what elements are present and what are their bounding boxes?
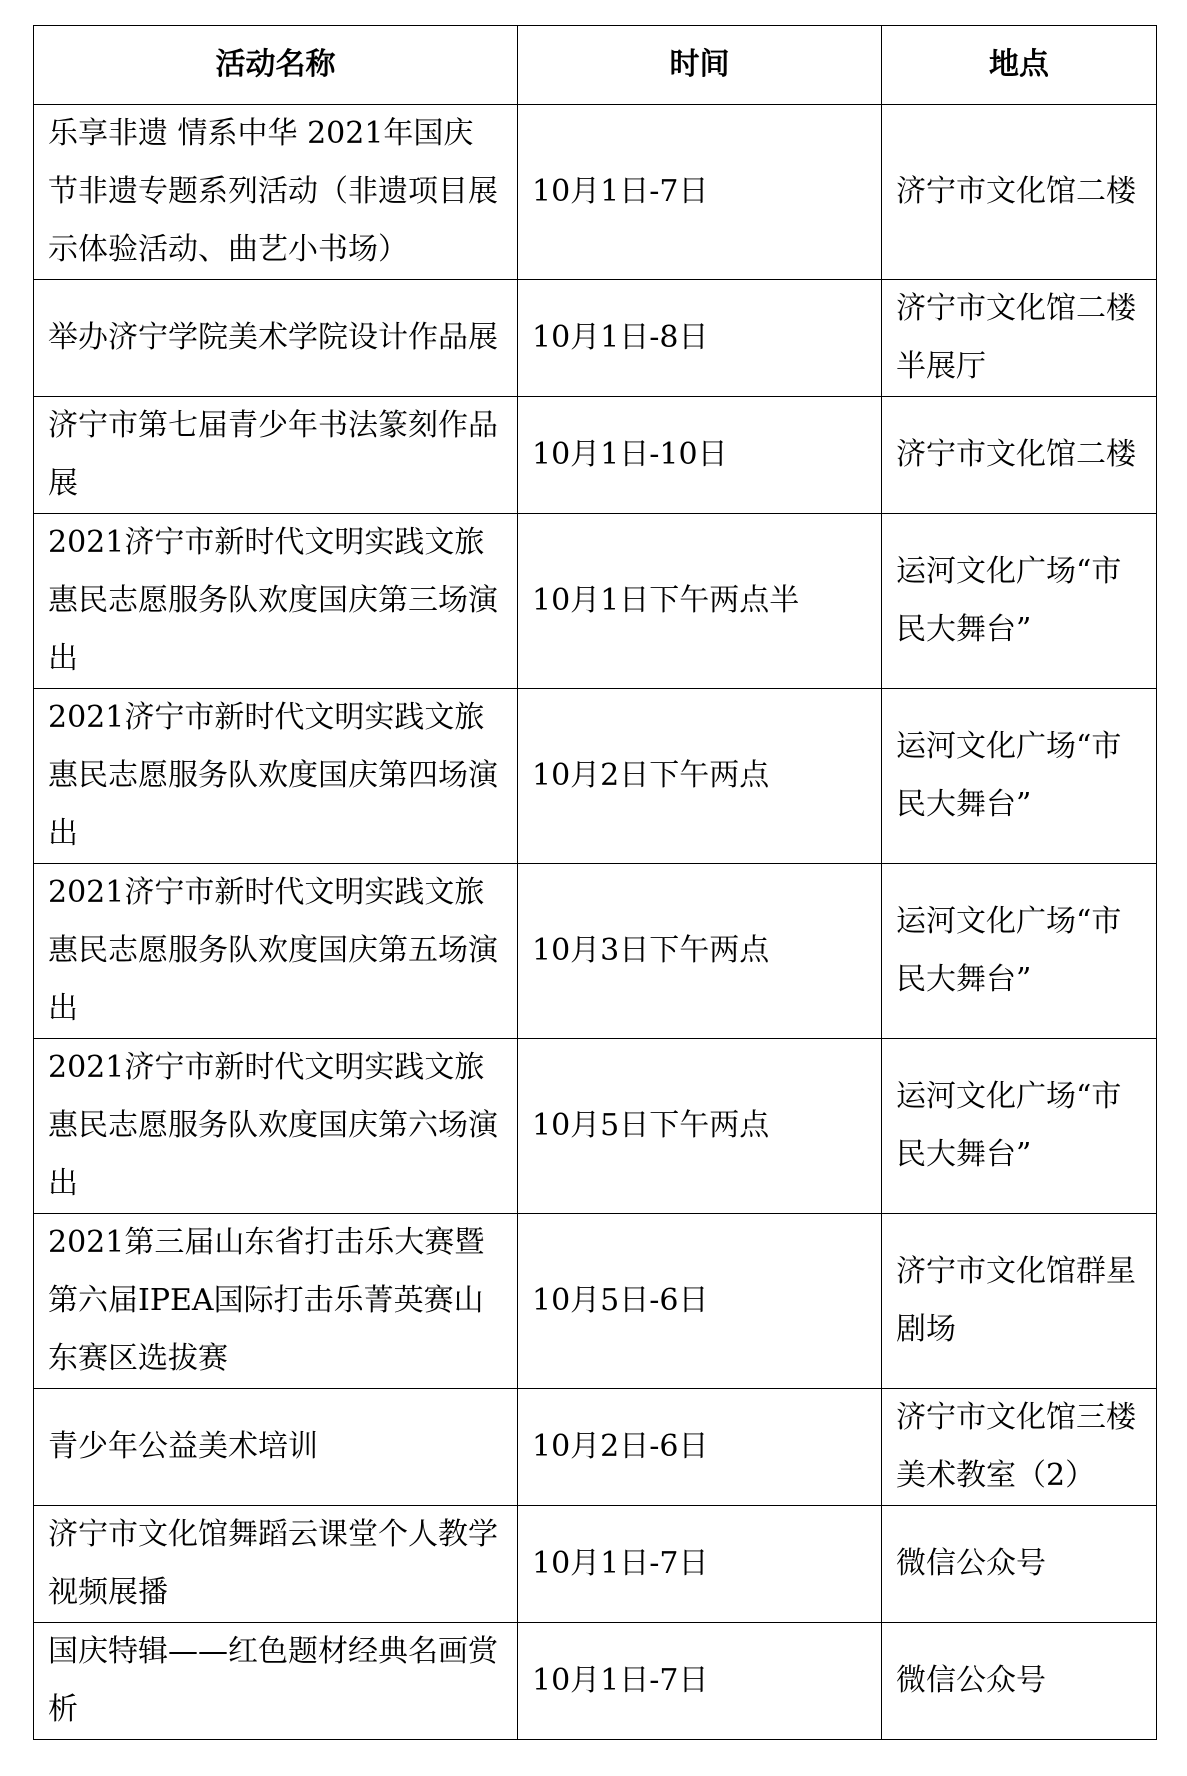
table-row bbox=[34, 280, 1157, 397]
place-cell: 微信公众号 bbox=[882, 1506, 1157, 1623]
table-row bbox=[34, 397, 1157, 514]
activity-name-cell: 2021第三届山东省打击乐大赛暨第六届IPEA国际打击乐菁英赛山东赛区选拔赛 bbox=[34, 1214, 518, 1389]
time-cell: 10月1日-7日 bbox=[518, 1506, 882, 1623]
place-cell: 济宁市文化馆二楼 bbox=[882, 397, 1157, 514]
table-row bbox=[34, 1214, 1157, 1389]
place-cell: 济宁市文化馆三楼美术教室（2） bbox=[882, 1389, 1157, 1506]
activity-name-cell: 济宁市第七届青少年书法篆刻作品展 bbox=[34, 397, 518, 514]
time-cell: 10月2日-6日 bbox=[518, 1389, 882, 1506]
place-cell: 运河文化广场“市民大舞台” bbox=[882, 864, 1157, 1039]
time-cell: 10月3日下午两点 bbox=[518, 864, 882, 1039]
header-time: 时间 bbox=[518, 26, 882, 105]
time-cell: 10月1日-8日 bbox=[518, 280, 882, 397]
place-cell: 微信公众号 bbox=[882, 1623, 1157, 1740]
time-cell: 10月1日-10日 bbox=[518, 397, 882, 514]
time-cell: 10月1日-7日 bbox=[518, 105, 882, 280]
table-row bbox=[34, 514, 1157, 689]
activity-name-cell: 乐享非遗 情系中华 2021年国庆节非遗专题系列活动（非遗项目展示体验活动、曲艺小书场） bbox=[34, 105, 518, 280]
table-row bbox=[34, 105, 1157, 280]
activity-name-cell: 国庆特辑——红色题材经典名画赏析 bbox=[34, 1623, 518, 1740]
table-row bbox=[34, 1039, 1157, 1214]
time-cell: 10月5日下午两点 bbox=[518, 1039, 882, 1214]
place-cell: 运河文化广场“市民大舞台” bbox=[882, 1039, 1157, 1214]
place-cell: 济宁市文化馆二楼 bbox=[882, 105, 1157, 280]
time-cell: 10月2日下午两点 bbox=[518, 689, 882, 864]
table-row bbox=[34, 1389, 1157, 1506]
table-row bbox=[34, 689, 1157, 864]
table-row bbox=[34, 1506, 1157, 1623]
table-row bbox=[34, 864, 1157, 1039]
place-cell: 运河文化广场“市民大舞台” bbox=[882, 689, 1157, 864]
activity-name-cell: 2021济宁市新时代文明实践文旅惠民志愿服务队欢度国庆第六场演出 bbox=[34, 1039, 518, 1214]
activity-name-cell: 2021济宁市新时代文明实践文旅惠民志愿服务队欢度国庆第五场演出 bbox=[34, 864, 518, 1039]
place-cell: 运河文化广场“市民大舞台” bbox=[882, 514, 1157, 689]
activity-name-cell: 2021济宁市新时代文明实践文旅惠民志愿服务队欢度国庆第四场演出 bbox=[34, 689, 518, 864]
header-place: 地点 bbox=[882, 26, 1157, 105]
activity-name-cell: 青少年公益美术培训 bbox=[34, 1389, 518, 1506]
table-header-row bbox=[34, 26, 1157, 105]
time-cell: 10月1日下午两点半 bbox=[518, 514, 882, 689]
place-cell: 济宁市文化馆群星剧场 bbox=[882, 1214, 1157, 1389]
table-row bbox=[34, 1623, 1157, 1740]
place-cell: 济宁市文化馆二楼半展厅 bbox=[882, 280, 1157, 397]
activity-schedule-table bbox=[33, 25, 1157, 1740]
header-activity-name: 活动名称 bbox=[34, 26, 518, 105]
activity-name-cell: 2021济宁市新时代文明实践文旅惠民志愿服务队欢度国庆第三场演出 bbox=[34, 514, 518, 689]
activity-name-cell: 济宁市文化馆舞蹈云课堂个人教学视频展播 bbox=[34, 1506, 518, 1623]
time-cell: 10月5日-6日 bbox=[518, 1214, 882, 1389]
time-cell: 10月1日-7日 bbox=[518, 1623, 882, 1740]
activity-name-cell: 举办济宁学院美术学院设计作品展 bbox=[34, 280, 518, 397]
